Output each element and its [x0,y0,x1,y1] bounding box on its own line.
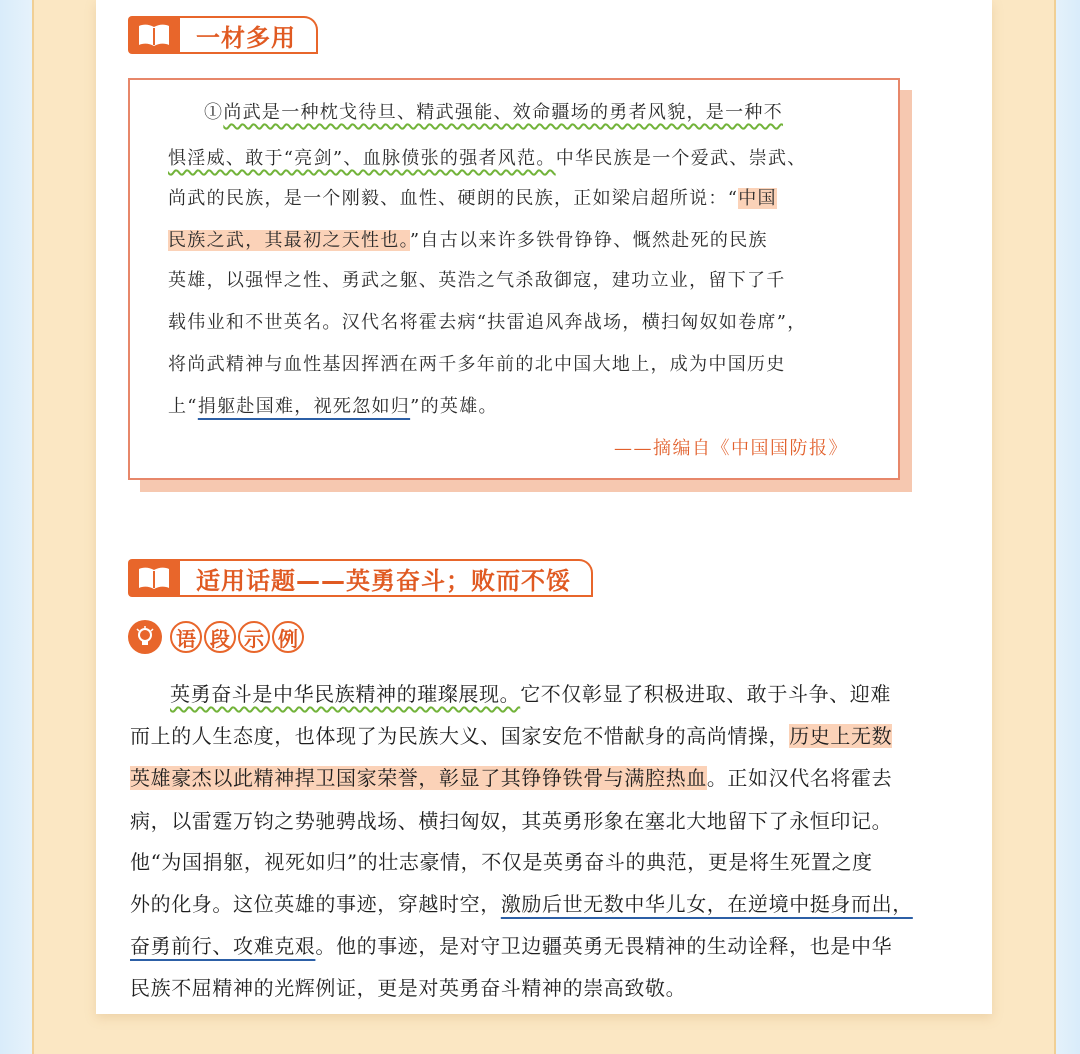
page-background-right [1052,0,1080,1054]
paragraph-line-2: 而上的人生态度，也体现了为民族大义、国家安危不惜献身的高尚情操，历史上无数 [130,724,893,748]
paragraph-line-8: 民族不屈精神的光辉例证，更是对英勇奋斗精神的崇高致敬。 [130,976,687,1000]
paragraph-line-7: 奋勇前行、攻难克艰。他的事迹，是对守卫边疆英勇无畏精神的生动诠释，也是中华 [130,934,893,958]
example-badge [128,618,306,656]
book-icon [128,559,180,597]
paragraph-line-3: 英雄豪杰以此精神捍卫国家荣誉，彰显了其铮铮铁骨与满腔热血。正如汉代名将霍去 [130,766,893,790]
section-title: 适用话题——英勇奋斗；败而不馁 [196,566,571,595]
quote-line-7: 将尚武精神与血性基因挥洒在两千多年前的北中国大地上，成为中国历史 [168,354,786,375]
section-title-box [180,559,593,597]
quote-line-2: 惧淫威、敢于“亮剑”、血脉偾张的强者风范。中华民族是一个爱武、崇武、 [168,148,807,169]
badge-char: 例 [272,621,304,653]
badge-char: 示 [238,621,270,653]
badge-char: 语 [170,621,202,653]
paragraph-line-1: 英勇奋斗是中华民族精神的璀璨展现。它不仅彰显了积极进取、敢于斗争、迎难 [170,682,892,706]
paragraph-line-4: 病，以雷霆万钧之势驰骋战场、横扫匈奴，其英勇形象在塞北大地留下了永恒印记。 [130,809,893,833]
quote-line-6: 载伟业和不世英名。汉代名将霍去病“扶雷追风奔战场，横扫匈奴如卷席”， [168,312,807,333]
badge-char: 段 [204,621,236,653]
paragraph-line-6: 外的化身。这位英雄的事迹，穿越时空，激励后世无数中华儿女，在逆境中挺身而出， [130,892,913,916]
quote-source: ——摘编自《中国国防报》 [614,438,848,459]
quote-box [128,78,900,480]
lightbulb-icon [128,620,162,654]
section-header-material [128,16,318,54]
quote-line-5: 英雄，以强悍之性、勇武之躯、英浩之气杀敌御寇，建功立业，留下了千 [168,270,786,291]
paragraph-line-5: 他“为国捐躯，视死如归”的壮志豪情，不仅是英勇奋斗的典范，更是将生死置之度 [130,850,873,874]
quote-line-8: 上“捐躯赴国难，视死忽如归”的英雄。 [168,396,498,417]
section-title: 一材多用 [196,23,296,52]
quote-line-3: 尚武的民族，是一个刚毅、血性、硬朗的民族，正如梁启超所说：“中国 [168,188,777,209]
page-background-left [0,0,32,1054]
book-icon [128,16,180,54]
quote-line-1: ①尚武是一种枕戈待旦、精武强能、效命疆场的勇者风貌，是一种不 [204,102,784,123]
section-header-topic [128,559,593,597]
quote-line-4: 民族之武，其最初之天性也。”自古以来许多铁骨铮铮、慨然赴死的民族 [168,230,768,251]
section-title-box [180,16,318,54]
